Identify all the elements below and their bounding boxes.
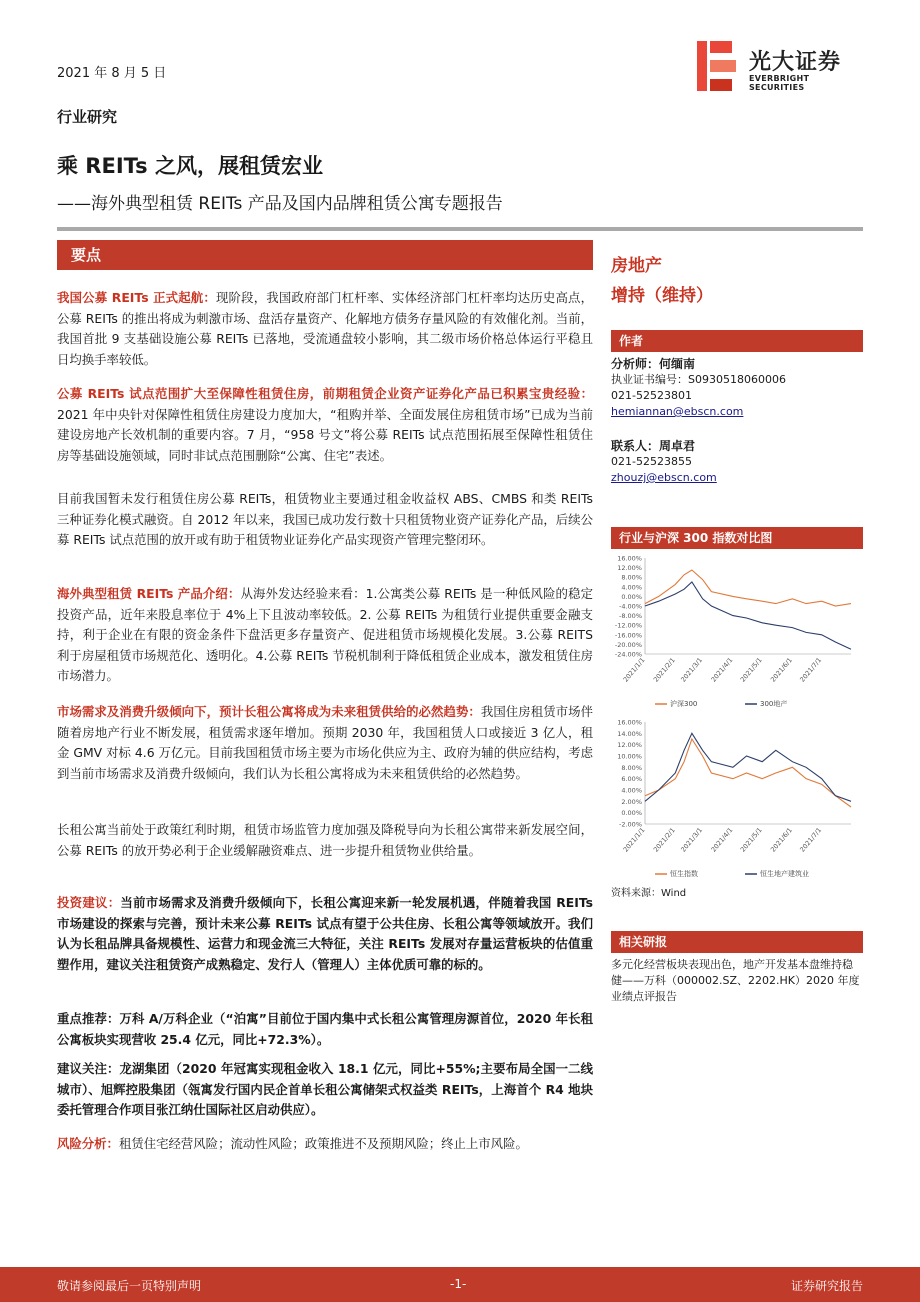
x-tick-label: 2021/4/1 bbox=[709, 826, 735, 854]
y-tick-label: 4.00% bbox=[621, 583, 642, 592]
paragraph-text: 2021 年中央针对保障性租赁住房建设力度加大，“租购并举、全面发展住房租赁市场”已成为当前建设房地产长效机制的重要内容。7 月，“958 号文”将公募 REITs 试点范围拓展至保障性租赁住房等基础设施领域，同时非试点范围删除“公寓、住宅”表述。 bbox=[57, 406, 593, 463]
paragraph-lead: 投资建议： bbox=[57, 895, 121, 910]
x-tick-label: 2021/5/1 bbox=[738, 826, 764, 854]
y-tick-label: -8.00% bbox=[619, 612, 642, 621]
logo-text-cn: 光大证券 bbox=[749, 50, 842, 75]
series-line-1 bbox=[645, 582, 851, 649]
rating: 增持（维持） bbox=[611, 286, 713, 306]
paragraph-lead: 重点推荐： bbox=[57, 1011, 120, 1026]
author-info bbox=[611, 356, 786, 486]
x-tick-label: 2021/2/1 bbox=[651, 656, 677, 684]
report-subtitle: ——海外典型租赁 REITs 产品及国内品牌租赁公寓专题报告 bbox=[57, 194, 503, 214]
paragraph-8 bbox=[57, 1009, 593, 1050]
x-tick-label: 2021/6/1 bbox=[769, 656, 794, 684]
y-tick-label: 16.00% bbox=[617, 718, 642, 727]
x-tick-label: 2021/3/1 bbox=[679, 826, 705, 854]
logo-text-en: EVERBRIGHT SECURITIES bbox=[749, 74, 810, 92]
sector-rating bbox=[611, 251, 713, 311]
x-tick-label: 2021/2/1 bbox=[651, 826, 677, 854]
footer-doc-type: 证券研究报告 bbox=[790, 1279, 863, 1293]
paragraph-text: 从海外发达经验来看：1.公寓类公募 REITs 是一种低风险的稳定投资产品，近年来股息率位于 4%上下且波动率较低。2. 公募 REITs 为租赁行业提供重要金融支持，利于企业在有限的资金条件下盘活更多存量资产、促进租赁市场规模化发展。3.公募 REITS 利于房屋租赁市场规范化、透明化。4.公募 REITs 节税机制利于降低租赁企业成本，激发租赁住房市场潜力。 bbox=[57, 586, 593, 683]
series-line-0 bbox=[645, 570, 851, 606]
page-footer bbox=[0, 1267, 920, 1302]
paragraph-text: 租赁住宅经营风险；流动性风险；政策推进不及预期风险；终止上市风险。 bbox=[118, 1136, 528, 1151]
paragraph-text: 龙湖集团（2020 年冠寓实现租金收入 18.1 亿元，同比+55%;主要布局全国一二线城市）、旭辉控股集团（瓴寓发行国内民企首单长租公寓储架式权益类 REITs，上海首个 R4 地块委托管理合作项目张江纳仕国际社区启动供应）。 bbox=[57, 1061, 593, 1117]
y-tick-label: -20.00% bbox=[614, 640, 642, 649]
section-header-keypoints: 要点 bbox=[57, 240, 593, 270]
analyst-phone: 021-52523801 bbox=[611, 389, 692, 402]
paragraph-text: 当前市场需求及消费升级倾向下，长租公寓迎来新一轮发展机遇，伴随着我国 REITs 市场建设的探索与完善，预计未来公募 REITs 试点有望于公共住房、长租公寓等领域放开。我们认为长租品牌具备规模性、运营力和现金流三大特征，关注 REITs 发展对存量运营板块的估值重塑作用，建议关注租赁资产成熟稳定、发行人（管理人）主体优质可靠的标的。 bbox=[57, 895, 594, 972]
paragraph-text: 万科 A/万科企业（“泊寓”目前位于国内集中式长租公寓管理房源首位，2020 年长租公寓板块实现营收 25.4 亿元，同比+72.3%）。 bbox=[57, 1011, 594, 1047]
paragraph-5 bbox=[57, 702, 593, 784]
paragraph-lead: 风险分析： bbox=[57, 1136, 119, 1151]
chart-hsi-comparison bbox=[611, 716, 863, 882]
y-tick-label: 10.00% bbox=[617, 752, 642, 761]
sector-name: 房地产 bbox=[611, 256, 662, 276]
contact-email-link[interactable]: zhouzj@ebscn.com bbox=[611, 471, 717, 484]
legend-label: 恒生指数 bbox=[670, 870, 698, 878]
report-date: 2021 年 8 月 5 日 bbox=[57, 66, 167, 81]
paragraph-lead: 市场需求及消费升级倾向下，预计长租公寓将成为未来租赁供给的必然趋势： bbox=[57, 704, 481, 719]
report-category: 行业研究 bbox=[57, 108, 118, 126]
y-tick-label: 2.00% bbox=[621, 797, 642, 806]
paragraph-2 bbox=[57, 384, 593, 466]
page-number: -1- bbox=[450, 1277, 467, 1291]
x-tick-label: 2021/5/1 bbox=[738, 656, 764, 684]
analyst-name: 分析师：何缅南 bbox=[611, 357, 696, 371]
y-tick-label: 16.00% bbox=[617, 554, 642, 563]
paragraph-7 bbox=[57, 893, 593, 975]
y-tick-label: -16.00% bbox=[614, 631, 642, 640]
x-tick-label: 2021/7/1 bbox=[798, 656, 824, 684]
y-tick-label: 0.00% bbox=[621, 809, 642, 818]
paragraph-text: 现阶段，我国政府部门杠杆率、实体经济部门杠杆率均达历史高点，公募 REITs 的推出将成为刺激市场、盘活存量资产、化解地方债务存量风险的有效催化剂。当前，我国首批 9 支基础设施公募 REITs 已落地，受流通盘较小影响，其二级市场价格总体运行平稳且日均换手率较低。 bbox=[57, 290, 593, 367]
paragraph-3 bbox=[57, 489, 593, 551]
y-tick-label: 12.00% bbox=[617, 741, 642, 750]
analyst-cert: 执业证书编号：S0930518060006 bbox=[611, 373, 786, 386]
x-tick-label: 2021/1/1 bbox=[621, 656, 647, 684]
y-tick-label: -12.00% bbox=[614, 621, 642, 630]
y-tick-label: 4.00% bbox=[621, 786, 642, 795]
paragraph-1 bbox=[57, 288, 593, 370]
paragraph-6 bbox=[57, 820, 593, 861]
legend-label: 300地产 bbox=[760, 700, 788, 708]
chart-source: 资料来源：Wind bbox=[611, 888, 687, 899]
y-tick-label: 12.00% bbox=[617, 564, 642, 573]
chart-header: 行业与沪深 300 指数对比图 bbox=[611, 527, 863, 549]
company-logo bbox=[697, 41, 867, 93]
y-tick-label: 0.00% bbox=[621, 592, 642, 601]
y-tick-label: 8.00% bbox=[621, 763, 642, 772]
paragraph-text: 我国住房租赁市场伴随着房地产行业不断发展，租赁需求逐年增加。预期 2030 年，我国租赁人口或接近 3 亿人，租金 GMV 对标 4.6 万亿元。目前我国租赁市场主要为市场化供应为主、政府为辅的供应结构，考虑到当前市场需求及消费升级倾向，我们认为长租公寓将成为未来租赁供给的必然趋势。 bbox=[57, 704, 594, 781]
contact-name: 联系人：周卓君 bbox=[611, 439, 696, 453]
series-line-1 bbox=[645, 733, 851, 801]
y-tick-label: 8.00% bbox=[621, 573, 642, 582]
x-tick-label: 2021/7/1 bbox=[798, 826, 824, 854]
series-line-0 bbox=[645, 739, 851, 807]
y-tick-label: 6.00% bbox=[621, 775, 642, 784]
author-header: 作者 bbox=[611, 330, 863, 352]
related-header: 相关研报 bbox=[611, 931, 863, 953]
y-tick-label: -2.00% bbox=[619, 820, 642, 829]
analyst-email-link[interactable]: hemiannan@ebscn.com bbox=[611, 405, 744, 418]
paragraph-text: 长租公寓当前处于政策红利时期，租赁市场监管力度加强及降税导向为长租公寓带来新发展空间，公募 REITs 的放开势必利于企业缓解融资难点、进一步提升租赁物业供给量。 bbox=[57, 822, 593, 858]
paragraph-lead: 公募 REITs 试点范围扩大至保障性租赁住房，前期租赁企业资产证券化产品已积累宝贵经验： bbox=[57, 386, 593, 401]
x-tick-label: 2021/3/1 bbox=[679, 656, 705, 684]
y-tick-label: 14.00% bbox=[617, 729, 642, 738]
legend-label: 恒生地产建筑业 bbox=[760, 870, 809, 878]
x-tick-label: 2021/1/1 bbox=[621, 826, 647, 854]
paragraph-lead: 我国公募 REITs 正式起航： bbox=[57, 290, 216, 305]
title-divider bbox=[57, 227, 863, 231]
x-tick-label: 2021/6/1 bbox=[769, 826, 794, 854]
paragraph-10 bbox=[57, 1134, 593, 1155]
legend-label: 沪深300 bbox=[670, 700, 698, 708]
y-tick-label: -4.00% bbox=[619, 602, 642, 611]
y-tick-label: -24.00% bbox=[614, 650, 642, 659]
paragraph-lead: 建议关注： bbox=[57, 1061, 120, 1076]
paragraph-4 bbox=[57, 584, 593, 687]
report-title: 乘 REITs 之风，展租赁宏业 bbox=[57, 154, 323, 178]
contact-phone: 021-52523855 bbox=[611, 455, 692, 468]
paragraph-9 bbox=[57, 1059, 593, 1121]
logo-mark-icon bbox=[697, 41, 739, 91]
footer-disclaimer: 敬请参阅最后一页特别声明 bbox=[57, 1279, 202, 1293]
chart-csi300-comparison bbox=[611, 552, 863, 712]
x-tick-label: 2021/4/1 bbox=[709, 656, 735, 684]
related-report[interactable]: 多元化经营板块表现出色，地产开发基本盘维持稳健——万科（000002.SZ、2202.HK）2020 年度业绩点评报告 bbox=[611, 958, 860, 1003]
paragraph-text: 目前我国暂未发行租赁住房公募 REITs，租赁物业主要通过租金收益权 ABS、CMBS 和类 REITs 三种证券化模式融资。自 2012 年以来，我国已成功发行数十只租赁物业资产证券化产品，后续公募 REITs 试点范围的放开或有助于租赁物业证券化产品实现资产管理完整闭环。 bbox=[57, 491, 593, 547]
paragraph-lead: 海外典型租赁 REITs 产品介绍： bbox=[57, 586, 241, 601]
